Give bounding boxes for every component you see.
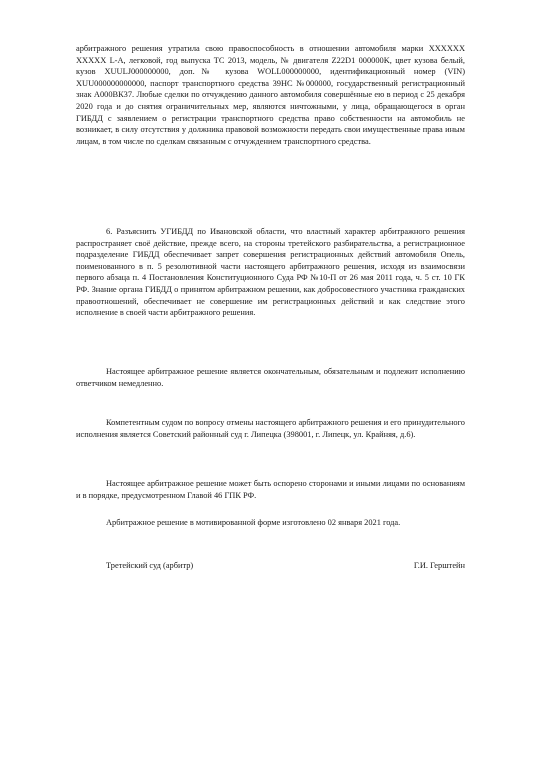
paragraph-date-made: Арбитражное решение в мотивированной форме изготовлено 02 января 2021 года.	[106, 518, 401, 527]
paragraph-appeal: Настоящее арбитражное решение может быть оспорено сторонами и иными лицами по основаниям и в порядке, предусмотренном Главой 46 ГПК РФ.	[76, 479, 465, 500]
paragraph-competent-court: Компетентным судом по вопросу отмены настоящего арбитражного решения и его принудительного исполнения является Советский районный суд г. Липецка (398001, г. Липецк, ул. Крайняя, д.6).	[76, 418, 465, 439]
signature-label: Третейский суд (арбитр)	[106, 561, 194, 570]
signature-name: Г.И. Герштейн	[413, 561, 465, 570]
paragraph-final-decision: Настоящее арбитражное решение является окончательным, обязательным и подлежит исполнению ответчиком немедленно.	[76, 367, 465, 388]
paragraph-clause-6: 6. Разъяснить УГИБДД по Ивановской области, что властный характер арбитражного решения распространяет своё действие, прежде всего, на стороны третейского разбирательства, а регистрационное подразделение ГИБДД обеспечивает запрет совершения регистрационных действий автомобиля Опель, поименованного в п. 5 резолютивной части настоящего арбитражного решения, исходя из взаимосвязи первого абзаца п. 4 Постановления Конституционного Суда РФ №10-П от 26 мая 2011 года, ч. 5 ст. 10 ГК РФ. Знание органа ГИБДД о принятом арбитражном решении, как добросовестного участника гражданских правоотношений, обеспечивает не совершение им регистрационных действий и как следствие этого исполнение в своей части арбитражного решения.	[76, 227, 465, 318]
paragraph-vehicle-details: арбитражного решения утратила свою правоспособность в отношении автомобиля марки XXXXXX XXXXX L-A, легковой, год выпуска ТС 2013, модель, № двигателя Z22D1 000000K, цвет кузова белый, кузов XUULJ000000000, доп.№ кузова WOLL000000000, идентификационный номер (VIN) XUU000000000000, паспорт транспортного средства 39НС №000000, государственный регистрационный знак А000ВК37. Любые сделки по отчуждению данного автомобиля совершённые ею в период с 25 декабря 2020 года и до снятия ограничительных мер, являются ничтожными, у лица, обращающегося в орган ГИБДД с заявлением о регистрации транспортного средства право собственности на автомобиль не возникает, в силу отсутствия у должника правовой возможности передать свои имущественные права иным лицам, в том числе по сделкам связанным с отчуждением транспортного средства.	[76, 44, 465, 146]
